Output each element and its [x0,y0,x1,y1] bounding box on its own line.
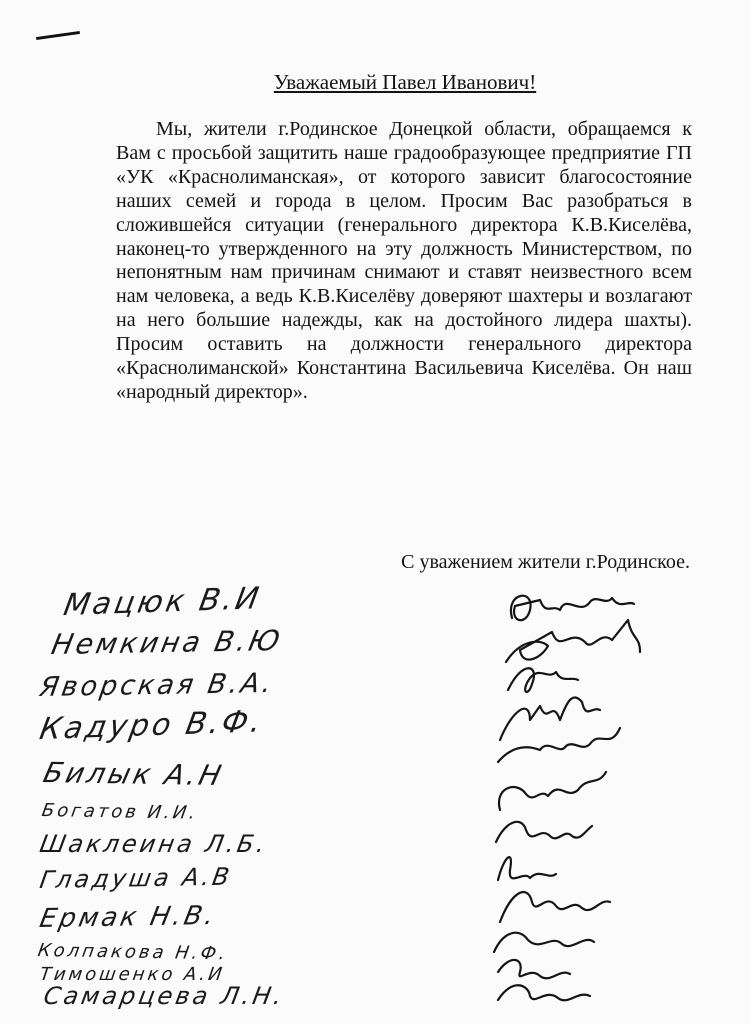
handwritten-name: Самарцева Л.Н. [41,982,287,1010]
signature-scribble [511,596,634,620]
signature-scribble [499,772,606,810]
signature-scribble [506,620,640,662]
letter-body: Мы, жители г.Родинское Донецкой области, обращаемся к Вам с просьбой защитить наше градообразующее предприятие ГП «УК «Краснолиманская», от которого зависит благосостояние наших семей и города в целом. Просим Вас разобраться в сложившейся ситуации (генерального директора К.В.Киселёва, наконец-то утвержденного на эту должность Министерством, по непонятным нам причинам снимают и ставят неизвестного всем нам человека, а ведь К.В.Киселёву доверяют шахтеры и возлагают на него большие надежды, как на достойного лидера шахты). Просим оставить на должности генерального директора «Краснолиманской» Константина Васильевича Киселёва. Он наш «народный директор». [116,118,692,403]
handwritten-name: Билык А.Н [40,756,228,793]
signature-scribble [498,857,556,880]
handwritten-name: Кадуро В.Ф. [36,704,267,748]
handwritten-name: Ермак Н.В. [37,900,220,935]
signature-scribble [498,960,570,978]
signature-scribble [498,728,620,762]
signatures-block [0,580,750,1020]
signature-scribble [500,892,610,922]
signature-scribble [494,933,594,952]
signature-scribble [498,985,590,1000]
handwritten-name: Яворская В.А. [37,667,277,704]
handwritten-name: Мацюк В.И [60,581,265,624]
signature-scribble [508,668,578,692]
signature-scribble [496,822,592,842]
handwritten-name: Гладуша А.В [37,862,235,895]
handwritten-name: Тимошенко А.И [38,964,227,985]
handwritten-name: Богатов И.И. [40,800,200,824]
signature-scribbles [0,580,750,1020]
pen-mark [36,31,80,40]
handwritten-name: Немкина В.Ю [48,623,286,662]
closing-line: С уважением жители г.Родинское. [401,551,690,573]
salutation: Уважаемый Павел Иванович! [273,70,537,94]
handwritten-name: Шаклеина Л.Б. [37,830,270,858]
signature-scribble [500,697,600,740]
handwritten-name: Колпакова Н.Ф. [36,940,230,965]
